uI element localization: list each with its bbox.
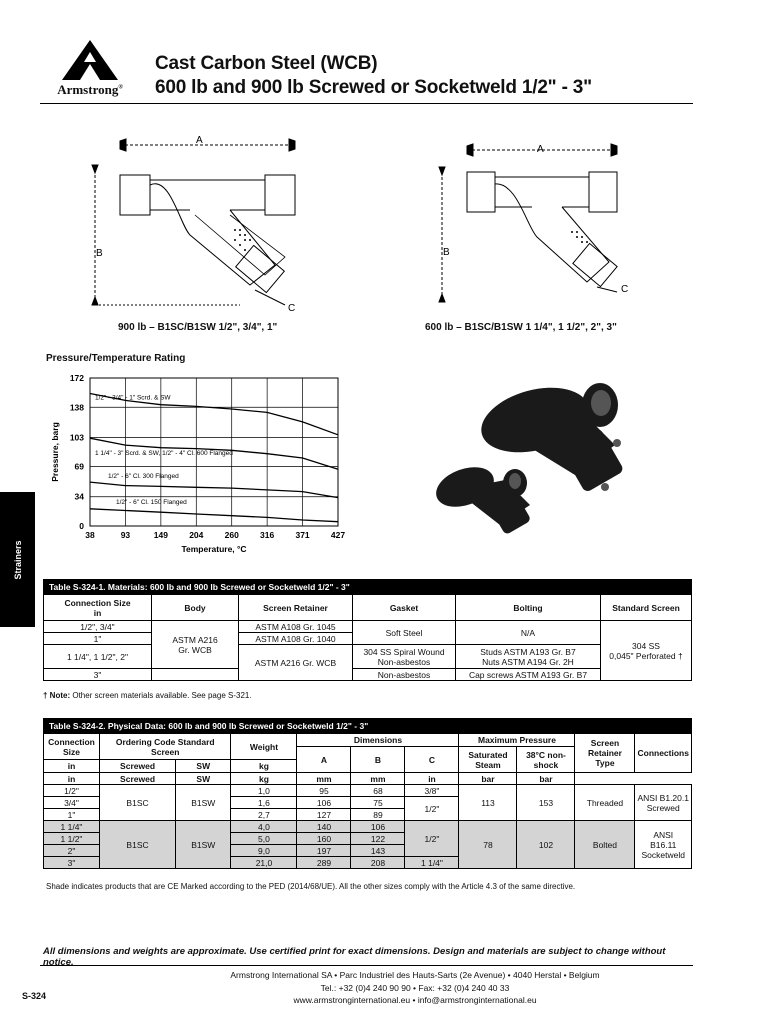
dim-label-c: C bbox=[288, 303, 296, 314]
unit-bar-1: bar bbox=[459, 773, 517, 785]
unit-in-2: in bbox=[44, 773, 100, 785]
series-label: 1/2" - 6" Cl. 150 Flanged bbox=[116, 498, 187, 506]
table-cell: 3/4" bbox=[44, 797, 100, 809]
page-number: S-324 bbox=[22, 991, 47, 1001]
table-cell: 289 bbox=[297, 857, 351, 869]
title-line-1: Cast Carbon Steel (WCB) bbox=[155, 53, 378, 74]
x-tick-label: 204 bbox=[189, 530, 204, 540]
table-cell: 95 bbox=[297, 785, 351, 797]
table-cell: 1 1/4" bbox=[405, 857, 459, 869]
series-label: 1/2" - 6" Cl. 300 Flanged bbox=[108, 473, 179, 481]
col-sw-2: SW bbox=[176, 773, 231, 785]
dim-label-b: B bbox=[96, 248, 103, 259]
table-cell: 102 bbox=[517, 821, 575, 869]
materials-table bbox=[43, 579, 692, 681]
materials-table-caption: Table S-324-1. Materials: 600 lb and 900 lb Screwed or Socketweld 1/2" - 3" bbox=[44, 580, 692, 595]
body-cell: ASTM A216 Gr. WCB bbox=[152, 621, 239, 669]
table-cell: 89 bbox=[351, 809, 405, 821]
table-cell: 106 bbox=[351, 821, 405, 833]
unit-in: in bbox=[44, 760, 100, 773]
x-tick-label: 371 bbox=[295, 530, 310, 540]
x-tick-label: 149 bbox=[153, 530, 168, 540]
side-tab[interactable] bbox=[0, 492, 35, 627]
page-title bbox=[155, 52, 592, 100]
col-retainer-type: Screen Retainer Type bbox=[575, 734, 635, 773]
unit-mm-b: mm bbox=[351, 773, 405, 785]
bolting-cell: N/A bbox=[456, 621, 601, 645]
col-dimensions: Dimensions bbox=[297, 734, 459, 747]
x-tick-label: 260 bbox=[224, 530, 239, 540]
pressure-temperature-chart bbox=[40, 370, 350, 560]
gasket-cell: Soft Steel bbox=[353, 621, 456, 645]
unit-bar-2: bar bbox=[517, 773, 575, 785]
table-cell: 208 bbox=[351, 857, 405, 869]
table-cell: Studs ASTM A193 Gr. B7 Nuts ASTM A194 Gr. 2H bbox=[456, 645, 601, 669]
table-cell: ASTM A108 Gr. 1040 bbox=[239, 633, 353, 645]
table-cell: 1,6 bbox=[231, 797, 297, 809]
armstrong-a-icon bbox=[62, 40, 118, 80]
col-gasket: Gasket bbox=[353, 595, 456, 621]
x-tick-label: 93 bbox=[120, 530, 131, 540]
footer-web[interactable]: www.armstronginternational.eu • info@armstronginternational.eu bbox=[293, 995, 537, 1005]
series-label: 1 1/4" - 3" Scrd. & SW, 1/2" - 4" Cl. 600 Flanged bbox=[95, 450, 233, 458]
table-cell: 1/2" bbox=[405, 821, 459, 857]
strainer-drawing-900lb bbox=[90, 135, 320, 315]
col-c: C bbox=[405, 747, 459, 773]
table-cell: 106 bbox=[297, 797, 351, 809]
table-cell: 1 1/2" bbox=[44, 833, 100, 845]
unit-mm-a: mm bbox=[297, 773, 351, 785]
table-cell: 5,0 bbox=[231, 833, 297, 845]
x-tick-label: 316 bbox=[260, 530, 275, 540]
table-cell: 1" bbox=[44, 809, 100, 821]
y-tick-label: 138 bbox=[69, 402, 84, 413]
table-cell: ANSI B1.20.1 Screwed bbox=[635, 785, 692, 821]
x-tick-label: 38 bbox=[85, 530, 95, 540]
footer-rule bbox=[40, 965, 693, 966]
physical-data-table bbox=[43, 718, 692, 869]
brand-name: Armstrong® bbox=[57, 82, 123, 97]
table-cell: 9,0 bbox=[231, 845, 297, 857]
table-cell: 143 bbox=[351, 845, 405, 857]
col-conn-size: Connection Size bbox=[44, 734, 100, 760]
y-tick-label: 34 bbox=[74, 491, 84, 502]
table-cell: B1SW bbox=[176, 821, 231, 869]
table-cell: 1/2", 3/4" bbox=[44, 621, 152, 633]
table-cell: ASTM A216 Gr. WCB bbox=[239, 645, 353, 681]
table-cell: 160 bbox=[297, 833, 351, 845]
col-screen-retainer: Screen Retainer bbox=[239, 595, 353, 621]
table-cell: 1/2" bbox=[44, 785, 100, 797]
ce-note: Shade indicates products that are CE Marked according to the PED (2014/68/UE). All the other sizes comply with the Article 4.3 of the same directive. bbox=[46, 882, 576, 891]
table-cell: 113 bbox=[459, 785, 517, 821]
series-line bbox=[90, 482, 338, 498]
table-cell: 1,0 bbox=[231, 785, 297, 797]
chart-title: Pressure/Temperature Rating bbox=[46, 353, 186, 364]
table-cell: 153 bbox=[517, 785, 575, 821]
col-weight: Weight bbox=[231, 734, 297, 760]
screen-cell: 304 SS 0,045" Perforated † bbox=[601, 621, 692, 681]
col-connections: Connections bbox=[635, 734, 692, 773]
y-tick-label: 172 bbox=[69, 373, 84, 383]
table-cell: 1 1/4", 1 1/2", 2" bbox=[44, 645, 152, 669]
physical-table-caption: Table S-324-2. Physical Data: 600 lb and 900 lb Screwed or Socketweld 1/2" - 3" bbox=[44, 719, 692, 734]
dim-label-b-2: B bbox=[443, 247, 450, 258]
table-cell: 3" bbox=[44, 669, 152, 681]
dim-label-a: A bbox=[196, 135, 203, 146]
col-screwed: Screwed bbox=[100, 760, 176, 773]
table-cell: ANSI B16.11 Socketweld bbox=[635, 821, 692, 869]
product-photo bbox=[425, 365, 670, 555]
col-standard-screen: Standard Screen bbox=[601, 595, 692, 621]
series-line bbox=[90, 509, 338, 522]
col-nonshock: 38°C non-shock bbox=[517, 747, 575, 773]
table-cell: B1SC bbox=[100, 785, 176, 821]
col-max-pressure: Maximum Pressure bbox=[459, 734, 575, 747]
disclaimer: All dimensions and weights are approximate. Use certified print for exact dimensions. Design and materials are subject to change without notice. bbox=[43, 946, 666, 968]
caption-900lb: 900 lb – B1SC/B1SW 1/2", 3/4", 1" bbox=[118, 322, 278, 333]
table-cell: 304 SS Spiral Wound Non-asbestos bbox=[353, 645, 456, 669]
caption-600lb: 600 lb – B1SC/B1SW 1 1/4", 1 1/2", 2", 3" bbox=[425, 322, 617, 333]
unit-kg: kg bbox=[231, 760, 297, 773]
table-cell: Non-asbestos bbox=[353, 669, 456, 681]
table-cell: 122 bbox=[351, 833, 405, 845]
col-connection-size: Connection Size in bbox=[44, 595, 152, 621]
col-bolting: Bolting bbox=[456, 595, 601, 621]
table-cell: 1 1/4" bbox=[44, 821, 100, 833]
table-cell: Threaded bbox=[575, 785, 635, 821]
footer-address: Armstrong International SA • Parc Industriel des Hauts-Sarts (2e Avenue) • 4040 Herstal • Belgium bbox=[230, 970, 600, 980]
table-cell: Cap screws ASTM A193 Gr. B7 bbox=[456, 669, 601, 681]
table-cell: 2" bbox=[44, 845, 100, 857]
col-screwed-2: Screwed bbox=[100, 773, 176, 785]
col-a: A bbox=[297, 747, 351, 773]
armstrong-logo bbox=[40, 40, 140, 100]
col-body: Body bbox=[152, 595, 239, 621]
table-cell: 127 bbox=[297, 809, 351, 821]
title-line-2: 600 lb and 900 lb Screwed or Socketweld 1/2" - 3" bbox=[155, 77, 592, 98]
table-cell: 3/8" bbox=[405, 785, 459, 797]
y-tick-label: 103 bbox=[69, 432, 84, 443]
table-cell: 1/2" bbox=[405, 797, 459, 821]
unit-c: in bbox=[405, 773, 459, 785]
y-axis-label: Pressure, barg bbox=[50, 422, 60, 482]
col-b: B bbox=[351, 747, 405, 773]
table-cell: 21,0 bbox=[231, 857, 297, 869]
table-cell: 68 bbox=[351, 785, 405, 797]
table-cell: 4,0 bbox=[231, 821, 297, 833]
col-sw: SW bbox=[176, 760, 231, 773]
col-ordering-code: Ordering Code Standard Screen bbox=[100, 734, 231, 760]
table-cell: 197 bbox=[297, 845, 351, 857]
y-tick-label: 0 bbox=[79, 521, 84, 531]
table-cell: 140 bbox=[297, 821, 351, 833]
dim-label-a-2: A bbox=[537, 144, 544, 155]
table-cell: B1SW bbox=[176, 785, 231, 821]
table-cell: 2,7 bbox=[231, 809, 297, 821]
x-tick-label: 427 bbox=[330, 530, 346, 540]
table-cell: 3" bbox=[44, 857, 100, 869]
table-cell: 78 bbox=[459, 821, 517, 869]
strainer-drawing-600lb bbox=[437, 142, 647, 312]
dim-label-c-2: C bbox=[621, 284, 629, 295]
col-saturated-steam: Saturated Steam bbox=[459, 747, 517, 773]
table-cell: Bolted bbox=[575, 821, 635, 869]
title-rule bbox=[40, 103, 693, 104]
side-tab-label: Strainers bbox=[12, 539, 23, 580]
table-cell: 1" bbox=[44, 633, 152, 645]
table-cell bbox=[152, 669, 239, 681]
x-axis-label: Temperature, °C bbox=[181, 544, 247, 554]
series-label: 1/2" - 3/4" - 1" Scrd. & SW bbox=[95, 394, 171, 402]
table-cell: 75 bbox=[351, 797, 405, 809]
footer-phone: Tel.: +32 (0)4 240 90 90 • Fax: +32 (0)4 240 40 33 bbox=[320, 983, 510, 993]
y-tick-label: 69 bbox=[74, 461, 84, 472]
unit-kg-2: kg bbox=[231, 773, 297, 785]
materials-note: † Note: Other screen materials available. See page S-321. bbox=[43, 691, 252, 700]
table-cell: B1SC bbox=[100, 821, 176, 869]
table-cell: ASTM A108 Gr. 1045 bbox=[239, 621, 353, 633]
